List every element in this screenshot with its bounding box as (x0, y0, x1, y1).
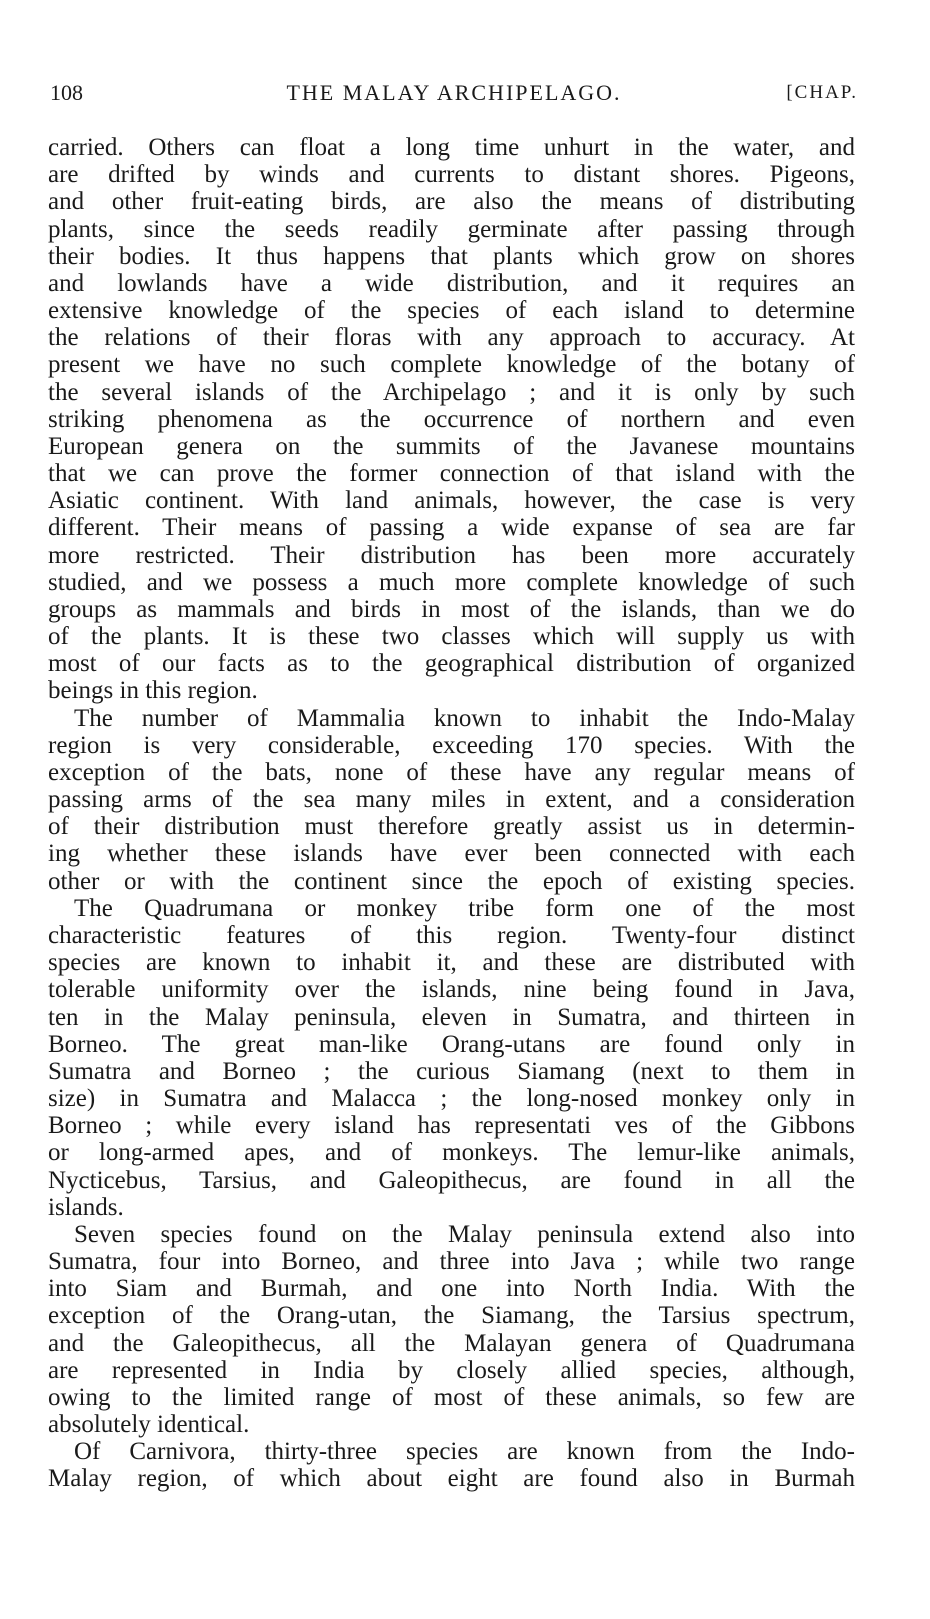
page-number: 108 (50, 80, 83, 105)
text-line: The number of Mammalia known to inhabit the Indo-Malay (74, 704, 855, 732)
text-line: size) in Sumatra and Malacca ; the long-nosed monkey only in (48, 1085, 855, 1113)
text-line: tolerable uniformity over the islands, nine being found in Java, (48, 976, 855, 1004)
text-line: islands. (48, 1193, 124, 1221)
text-line: or long-armed apes, and of monkeys. The lemur-like animals, (48, 1139, 855, 1167)
chapter-mark: [CHAP. (786, 82, 858, 103)
text-line: ten in the Malay peninsula, eleven in Sumatra, and thirteen in (48, 1003, 855, 1031)
text-line: beings in this region. (48, 677, 258, 705)
text-line: striking phenomena as the occurrence of northern and even (48, 405, 855, 433)
text-line: Borneo ; while every island has representati ves of the Gibbons (48, 1112, 855, 1140)
text-line: plants, since the seeds readily germinate after passing through (48, 215, 855, 243)
text-line: Sumatra and Borneo ; the curious Siamang (next to them in (48, 1057, 855, 1085)
text-line: extensive knowledge of the species of each island to determine (48, 297, 855, 325)
text-line: passing arms of the sea many miles in extent, and a consideration (48, 786, 855, 814)
text-line: ing whether these islands have ever been connected with each (48, 840, 855, 868)
text-line: region is very considerable, exceeding 170 species. With the (48, 731, 855, 759)
text-line: characteristic features of this region. Twenty-four distinct (48, 921, 855, 949)
text-line: Nycticebus, Tarsius, and Galeopithecus, are found in all the (48, 1166, 855, 1194)
text-line: Seven species found on the Malay peninsula extend also into (74, 1220, 855, 1248)
text-line: The Quadrumana or monkey tribe form one of the most (74, 894, 855, 922)
text-line: of the plants. It is these two classes which will supply us with (48, 623, 855, 651)
text-line: Asiatic continent. With land animals, however, the case is very (48, 487, 855, 515)
text-line: owing to the limited range of most of these animals, so few are (48, 1383, 855, 1411)
text-line: and the Galeopithecus, all the Malayan genera of Quadrumana (48, 1329, 855, 1357)
text-line: European genera on the summits of the Javanese mountains (48, 432, 855, 460)
text-line: the several islands of the Archipelago ; and it is only by such (48, 378, 855, 406)
text-line: their bodies. It thus happens that plants which grow on shores (48, 242, 855, 270)
text-line: of their distribution must therefore greatly assist us in determin- (48, 813, 855, 841)
running-head (50, 78, 858, 108)
text-line: exception of the bats, none of these have any regular means of (48, 758, 855, 786)
text-line: are represented in India by closely allied species, although, (48, 1356, 855, 1384)
text-line: different. Their means of passing a wide expanse of sea are far (48, 514, 855, 542)
text-line: and lowlands have a wide distribution, and it requires an (48, 269, 855, 297)
body-text (48, 134, 855, 1493)
text-line: carried. Others can float a long time unhurt in the water, and (48, 134, 855, 161)
text-line: Borneo. The great man-like Orang-utans are found only in (48, 1030, 855, 1058)
text-line: studied, and we possess a much more complete knowledge of such (48, 568, 855, 596)
text-line: are drifted by winds and currents to distant shores. Pigeons, (48, 161, 855, 189)
text-line: Sumatra, four into Borneo, and three into Java ; while two range (48, 1248, 855, 1276)
text-line: that we can prove the former connection of that island with the (48, 460, 855, 488)
text-line: Of Carnivora, thirty-three species are known from the Indo- (74, 1438, 855, 1466)
running-title: THE MALAY ARCHIPELAGO. (286, 80, 622, 105)
text-line: most of our facts as to the geographical distribution of organized (48, 650, 855, 678)
text-line: the relations of their floras with any approach to accuracy. At (48, 324, 855, 352)
text-line: exception of the Orang-utan, the Siamang, the Tarsius spectrum, (48, 1302, 855, 1330)
text-line: into Siam and Burmah, and one into North India. With the (48, 1275, 855, 1303)
text-line: absolutely identical. (48, 1411, 250, 1439)
text-line: groups as mammals and birds in most of the islands, than we do (48, 595, 855, 623)
text-line: and other fruit-eating birds, are also the means of distributing (48, 188, 855, 216)
text-line: present we have no such complete knowledge of the botany of (48, 351, 855, 379)
text-line: Malay region, of which about eight are found also in Burmah (48, 1465, 855, 1493)
text-line: more restricted. Their distribution has been more accurately (48, 541, 855, 569)
text-line: other or with the continent since the epoch of existing species. (48, 867, 855, 895)
text-line: species are known to inhabit it, and these are distributed with (48, 949, 855, 977)
